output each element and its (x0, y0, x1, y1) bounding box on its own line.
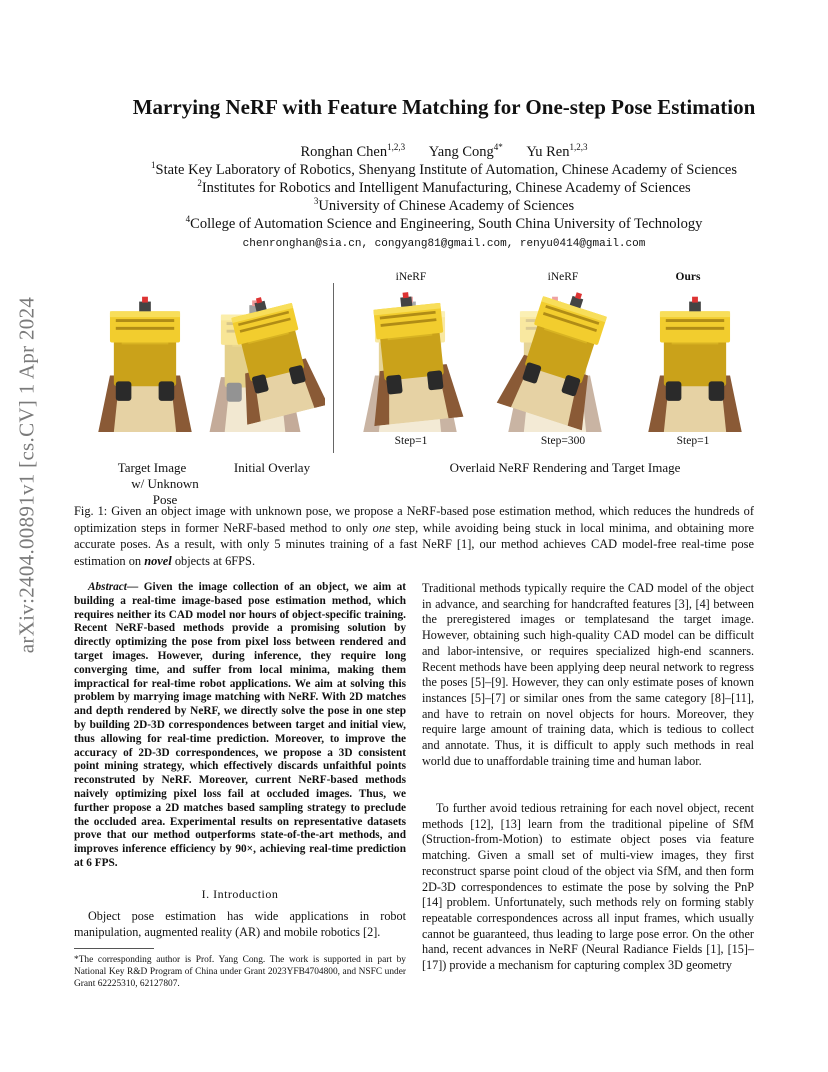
affiliation: $^4$College of Automation Science and Engineering, South China University of Technology (185, 214, 703, 232)
label-inerf-2: iNeRF (547, 271, 579, 283)
footnote: *The corresponding author is Prof. Yang Cong. The work is supported in part by National Key R&D Program of China under Grant 2023YFB4704800, and NSFC under Grant 62225310, 62127807. (74, 955, 406, 989)
body-paragraph: To further avoid tedious retraining for each novel object, recent methods [12], [13] learn from the traditional pipeline of SfM (Struction-from-Motion) to estimate object poses via feature matching. Given a small set of multi-view images, they first reconstruct sparse point cloud of the object via SfM, and then form 2D-3D correspondences to estimate the pose by solving the PnP [14] problem. Unfortunately, such methods rely on forming stably repeatable correspondences across all input frames, which usually cannot be guaranteed, thus leading to large pose error. On the other hand, recent advances in NeRF (Neural Radiance Fields [1], [15]–[17]) provide a mechanism for capturing complex 3D geometry (422, 801, 754, 973)
subfig-label-overlaid: Overlaid NeRF Rendering and Target Image (449, 460, 681, 475)
affiliation: $^2$Institutes for Robotics and Intelligent Manufacturing, Chinese Academy of Sciences (197, 178, 691, 196)
section-heading: I. Introduction (201, 887, 279, 901)
author-list (60, 144, 828, 161)
figure-caption: Fig. 1: Given an object image with unknown pose, we propose a NeRF-based pose estimation method, which reduces the hundreds of optimization steps in former NeRF-based method to only one step, while avoiding being stuck in local minima, and obtaining more accurate poses. As a result, with only 5 minutes training of a fast NeRF [1], our method achieves CAD model-free real-time pose estimation on novel objects at 6FPS. (74, 504, 754, 568)
initial-overlay-image (205, 286, 325, 432)
step-label: Step=1 (394, 435, 428, 447)
paper-title: Marrying NeRF with Feature Matching for One-step Pose Estimation (132, 95, 756, 119)
subfig-label-initial: Initial Overlay (233, 460, 311, 475)
arxiv-stamp: arXiv:2404.00891v1 [cs.CV] 1 Apr 2024 (14, 296, 39, 654)
abstract: Abstract— Given the image collection of an object, we aim at building a real-time image-based pose estimation method, which requires neither its CAD model nor hours of object-specific training. Recent NeRF-based methods provide a promising solution by directly optimizing the pose from pixel loss between rendered and target images. However, during inference, they require long converging time, and suffer from local minima, making them impractical for real-time robot applications. We aim at solving this problem by marrying image matching with NeRF. With 2D matches and depth rendered by NeRF, we directly solve the pose in one step by building 2D-3D correspondences between target and initial view, thus allowing for real-time prediction. Moreover, to improve the accuracy of 2D-3D correspondences, we propose a 3D consistent point mining strategy, which effectively discards unfaithful points reconstruted by NeRF. Moreover, current NeRF-based methods naively optimizing pixel loss fail at occluded images. Thus, we further propose a 2D matches based sampling strategy to preclude the occluded area. Experimental results on representative datasets prove that our method outperforms state-of-the-art methods, and improves inference efficiency by 90×, achieving real-time prediction at 6 FPS. (74, 581, 406, 869)
affiliation: $^3$University of Chinese Academy of Sciences (313, 196, 575, 214)
inerf-step300-image (495, 286, 625, 432)
ours-step1-image (645, 286, 745, 432)
author-emails: chenronghan@sia.cn, congyang81@gmail.com, renyu0414@gmail.com (242, 238, 646, 250)
inerf-step1-image (360, 286, 465, 432)
step-label: Step=300 (540, 435, 586, 447)
affiliation: $^1$State Key Laboratory of Robotics, Shenyang Institute of Automation, Chinese Academy of Sciences (151, 160, 737, 178)
subfig-label-target: Target Image w/ Unknown Pose (117, 460, 199, 507)
body-paragraph: Traditional methods typically require the CAD model of the object in advance, and searching for handcrafted features [3], [4] between the preregistered images or templatesand the target image. However, obtaining such high-quality CAD model can be difficult and labor-intensive, or requires specialized high-end scanners. Recent methods have been applying deep neural network to regress the poses [5]–[9]. However, they can only estimate poses of known instances [5]–[7] or similar ones from the same category [8]–[11], and have to retrain on novel objects for hours. Moreover, they require large amount of training data, which is tedious to collect and annotate. Thus, it is difficult to apply such methods in real world due to unaffordable training time and human labor. (422, 581, 754, 768)
footnote-rule (74, 948, 154, 949)
label-ours: Ours (675, 271, 701, 283)
intro-paragraph: Object pose estimation has wide applications in robot manipulation, augmented reality (AR) and mobile robotics [2]. (74, 909, 406, 939)
step-label: Step=1 (676, 435, 710, 447)
author: Yang Cong$^{4*}$ (428, 142, 503, 160)
figure-divider (333, 283, 334, 453)
author: Yu Ren$^{1,2,3}$ (526, 142, 588, 160)
target-image (95, 286, 203, 432)
author: Ronghan Chen$^{1,2,3}$ (300, 142, 406, 160)
label-inerf-1: iNeRF (395, 271, 427, 283)
